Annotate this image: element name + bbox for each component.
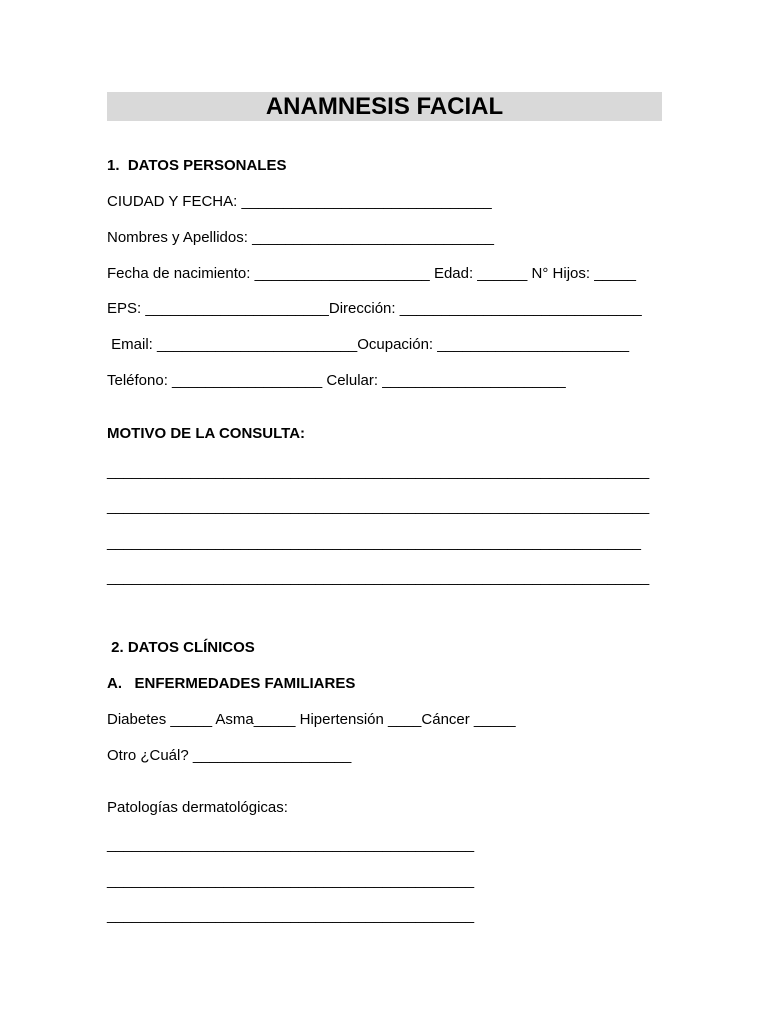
field-fecha-nacimiento-edad-hijos[interactable]: Fecha de nacimiento: _____________________ Edad: ______ N° Hijos: _____ — [107, 265, 636, 282]
motivo-line[interactable]: _________________________________________________________________ — [107, 463, 650, 480]
patologias-label: Patologías dermatológicas: — [107, 799, 288, 816]
title-banner — [107, 92, 662, 121]
patologias-line[interactable]: ____________________________________________ — [107, 872, 475, 889]
document-title: ANAMNESIS FACIAL — [265, 93, 504, 120]
patologias-line[interactable]: ____________________________________________ — [107, 907, 475, 924]
section-heading-datos-personales: 1. DATOS PERSONALES — [107, 157, 287, 174]
field-telefono-celular[interactable]: Teléfono: __________________ Celular: ______________________ — [107, 372, 566, 389]
patologias-line[interactable]: ____________________________________________ — [107, 836, 475, 853]
field-ciudad-fecha[interactable]: CIUDAD Y FECHA: ______________________________ — [107, 193, 492, 210]
field-eps-direccion[interactable]: EPS: ______________________Dirección: _____________________________ — [107, 300, 642, 317]
field-nombres-apellidos[interactable]: Nombres y Apellidos: _____________________________ — [107, 229, 494, 246]
field-otro-cual[interactable]: Otro ¿Cuál? ___________________ — [107, 747, 352, 764]
field-enfermedades-familiares[interactable]: Diabetes _____ Asma_____ Hipertensión ____Cáncer _____ — [107, 711, 516, 728]
motivo-line[interactable]: _________________________________________________________________ — [107, 569, 650, 586]
field-email-ocupacion[interactable]: Email: ________________________Ocupación: _______________________ — [107, 336, 630, 353]
motivo-line[interactable]: ________________________________________________________________ — [107, 534, 641, 551]
motivo-line[interactable]: _________________________________________________________________ — [107, 498, 650, 515]
section-heading-datos-clinicos: 2. DATOS CLÍNICOS — [107, 639, 255, 656]
motivo-consulta-heading: MOTIVO DE LA CONSULTA: — [107, 425, 306, 442]
subsection-heading-enfermedades-familiares: A. ENFERMEDADES FAMILIARES — [107, 675, 356, 692]
